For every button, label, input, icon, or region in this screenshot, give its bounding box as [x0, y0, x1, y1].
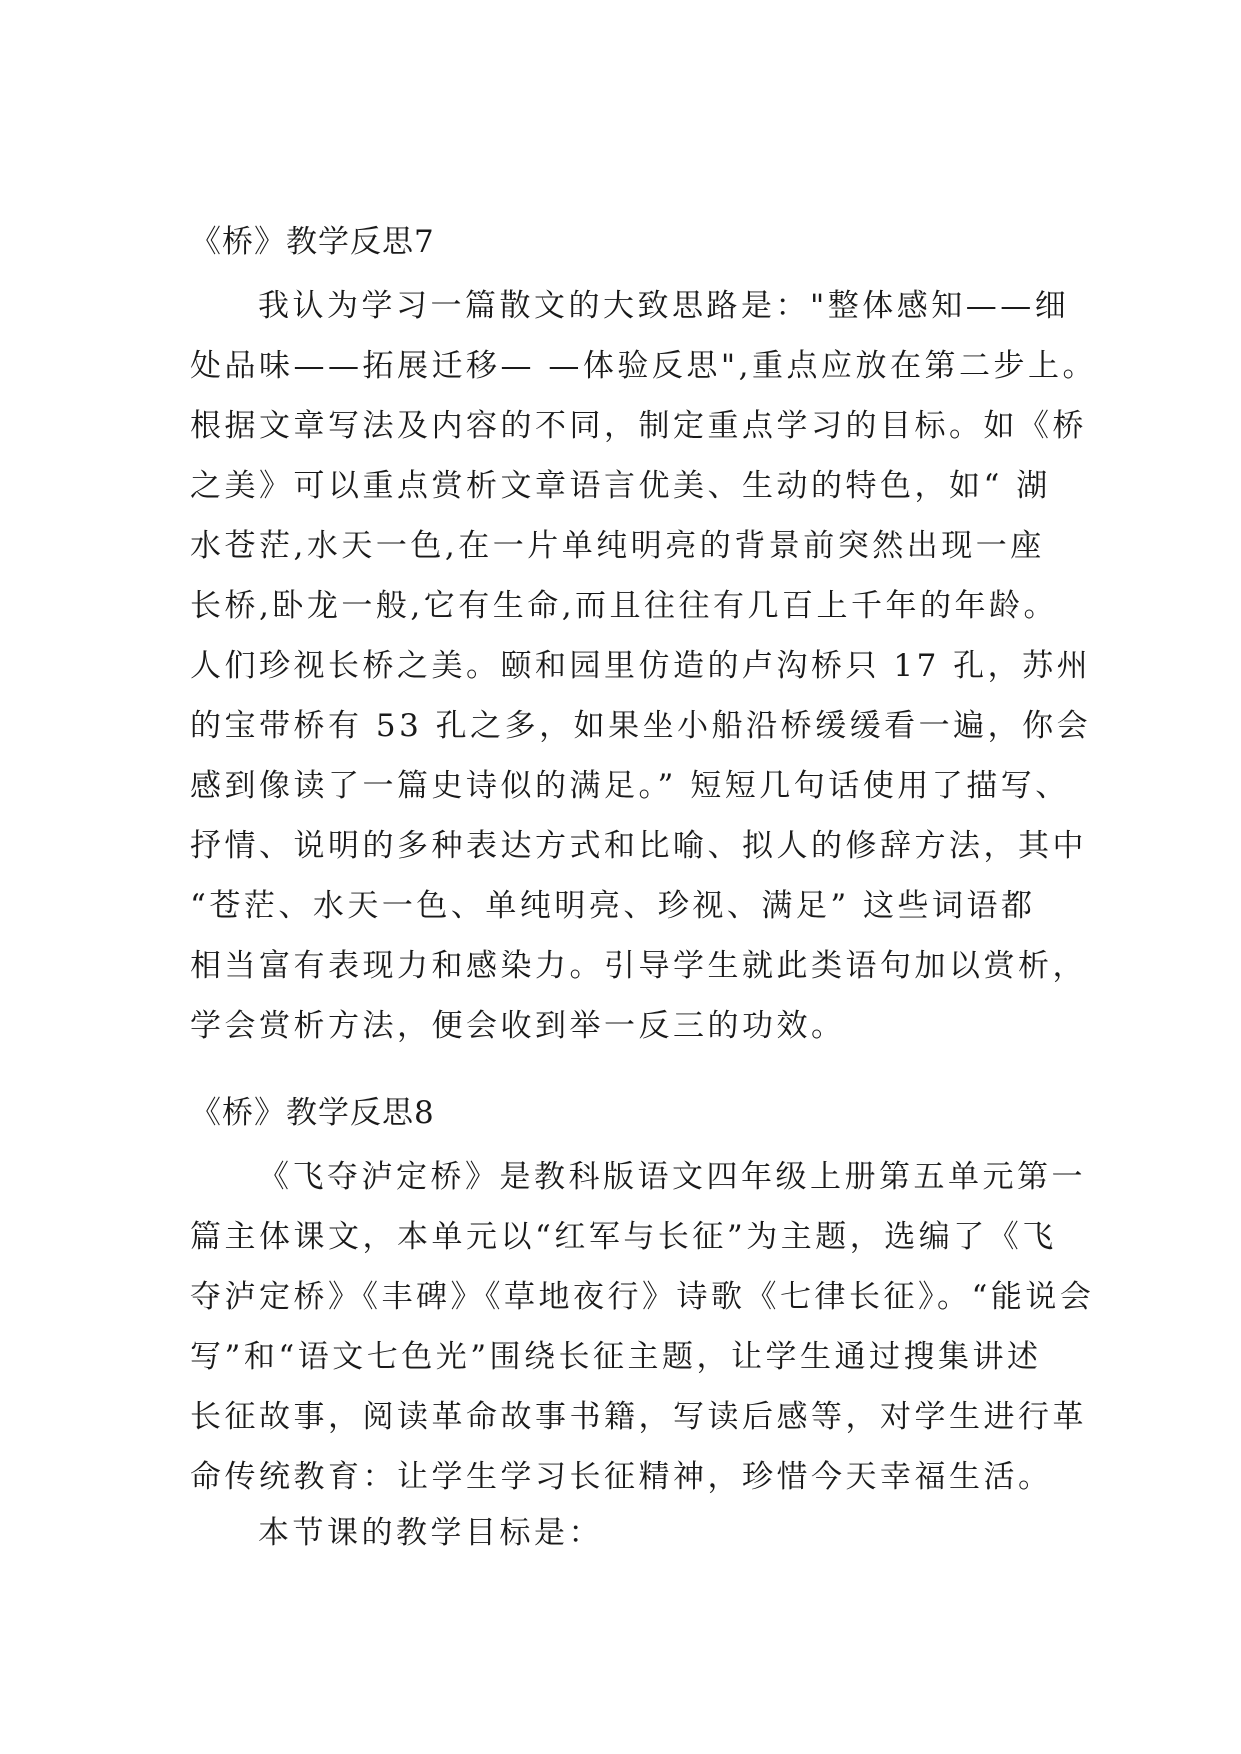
- paragraph-line: 的宝带桥有 53 孔之多，如果坐小船沿桥缓缓看一遍，你会: [190, 708, 1092, 744]
- paragraph-line: 人们珍视长桥之美。颐和园里仿造的卢沟桥只 17 孔，苏州: [190, 648, 1092, 684]
- paragraph-teaching-goals: [190, 1503, 1070, 1563]
- paragraph-line: 写”和“语文七色光”围绕长征主题，让学生通过搜集讲述: [190, 1339, 1042, 1375]
- paragraph-line: 相当富有表现力和感染力。引导学生就此类语句加以赏析，: [190, 948, 1087, 984]
- paragraph-line: 根据文章写法及内容的不同，制定重点学习的目标。如《桥: [190, 408, 1087, 444]
- paragraph-reflection-7: [190, 276, 1097, 1056]
- paragraph-line: 抒情、说明的多种表达方式和比喻、拟人的修辞方法，其中: [190, 828, 1087, 864]
- paragraph-line: 夺泸定桥》《丰碑》《草地夜行》诗歌《七律长征》。“能说会: [190, 1279, 1095, 1315]
- paragraph-line: 本节课的教学目标是：: [258, 1515, 603, 1551]
- section-title-8: 《桥》教学反思8: [190, 1095, 435, 1131]
- paragraph-line: 水苍茫,水天一色,在一片单纯明亮的背景前突然出现一座: [190, 528, 1045, 564]
- paragraph-line: 长桥,卧龙一般,它有生命,而且往往有几百上千年的年龄。: [190, 588, 1059, 624]
- paragraph-line: 我认为学习一篇散文的大致思路是："整体感知——细: [258, 288, 1070, 324]
- paragraph-line: 篇主体课文，本单元以“红军与长征”为主题，选编了《飞: [190, 1219, 1057, 1255]
- paragraph-line: “苍茫、水天一色、单纯明亮、珍视、满足” 这些词语都: [190, 888, 1036, 924]
- paragraph-line: 《飞夺泸定桥》是教科版语文四年级上册第五单元第一: [258, 1159, 1086, 1195]
- paragraph-line: 之美》可以重点赏析文章语言优美、生动的特色，如“ 湖: [190, 468, 1051, 504]
- paragraph-line: 处品味——拓展迁移— —体验反思",重点应放在第二步上。: [190, 348, 1097, 384]
- section-title-7: 《桥》教学反思7: [190, 224, 435, 260]
- paragraph-reflection-8: [190, 1147, 1095, 1507]
- paragraph-line: 命传统教育：让学生学习长征精神，珍惜今天幸福生活。: [190, 1459, 1053, 1495]
- paragraph-line: 长征故事，阅读革命故事书籍，写读后感等，对学生进行革: [190, 1399, 1087, 1435]
- paragraph-line: 学会赏析方法，便会收到举一反三的功效。: [190, 1008, 846, 1044]
- paragraph-line: 感到像读了一篇史诗似的满足。” 短短几句话使用了描写、: [190, 768, 1070, 804]
